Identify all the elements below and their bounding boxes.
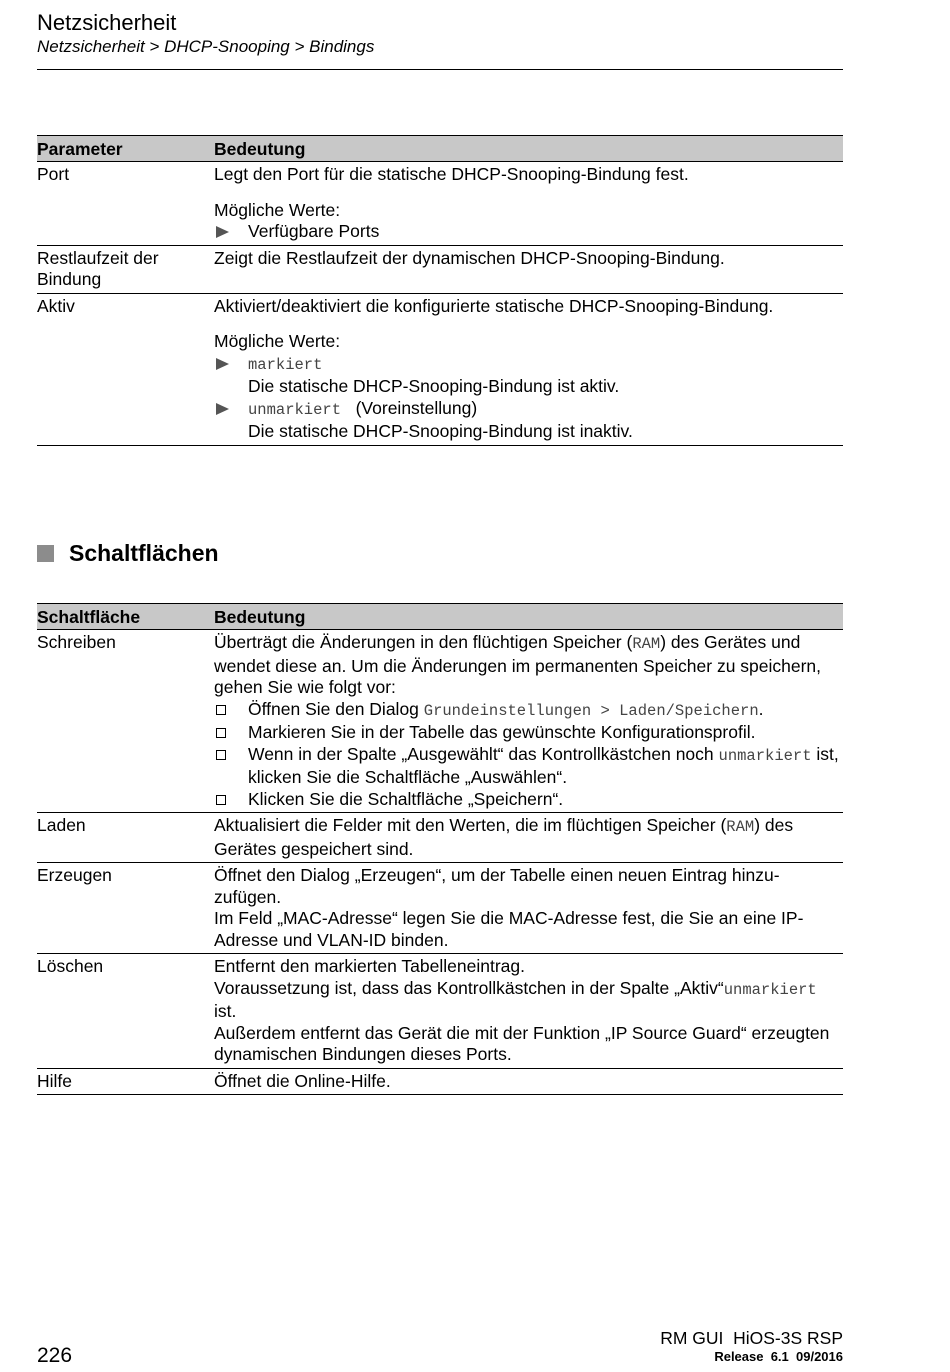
buttons-table	[37, 603, 843, 1095]
checkbox-bullet-icon	[216, 795, 226, 805]
footer-info	[660, 1328, 843, 1365]
value-text: Verfügbare Ports	[248, 221, 380, 241]
section-title: Schaltflächen	[69, 539, 219, 566]
value-code: unmarkiert	[248, 400, 342, 419]
table-row	[37, 630, 843, 813]
parameter-table	[37, 135, 843, 446]
button-desc-text: Überträgt die Änderungen in den flüchtigen Speicher (RAM) des Gerätes und wendet diese an. Um die Änderungen im permanenten Speicher zu speichern, gehen Sie wie folgt vor:	[214, 632, 822, 697]
param-description	[214, 293, 843, 445]
column-header-button: Schaltfläche	[37, 604, 214, 630]
column-header-meaning: Bedeutung	[214, 604, 843, 630]
param-name: Restlaufzeit der Bindung	[37, 245, 214, 293]
table-row	[37, 245, 843, 293]
column-header-meaning: Bedeutung	[214, 136, 843, 162]
checkbox-bullet-icon	[216, 705, 226, 715]
section-square-icon	[37, 545, 54, 562]
checkbox-bullet-icon	[216, 728, 226, 738]
table-header-row	[37, 136, 843, 162]
breadcrumb: Netzsicherheit > DHCP-Snooping > Bindings	[37, 37, 375, 56]
button-description	[214, 863, 843, 954]
bullet-triangle-icon	[216, 358, 229, 370]
table-row	[37, 954, 843, 1069]
section-heading	[37, 538, 219, 568]
list-item: Markieren Sie in der Tabelle das gewünschte Konfigurationsprofil.	[214, 722, 843, 744]
list-item: Klicken Sie die Schaltfläche „Speichern“.	[214, 789, 843, 811]
button-name: Schreiben	[37, 630, 214, 813]
list-item: Wenn in der Spalte „Ausgewählt“ das Kontrollkästchen noch unmarkiert ist, klicken Sie die Schaltfläche „Auswählen“.	[214, 744, 843, 789]
table-row	[37, 162, 843, 246]
checkbox-bullet-icon	[216, 750, 226, 760]
button-name: Löschen	[37, 954, 214, 1069]
param-name: Port	[37, 162, 214, 246]
bullet-triangle-icon	[216, 403, 229, 415]
param-desc-text: Aktiviert/deaktiviert die konfigurierte statische DHCP-Snooping-Bindung.	[214, 295, 774, 316]
param-description	[214, 162, 843, 246]
button-description: Öffnet die Online-Hilfe.	[214, 1068, 843, 1095]
table-row	[37, 293, 843, 445]
value-desc: Die statische DHCP-Snooping-Bindung ist aktiv.	[248, 376, 620, 396]
button-desc-text: Außerdem entfernt das Gerät die mit der Funktion „IP Source Guard“ erzeugten dynamischen Bindungen dieses Ports.	[214, 1022, 830, 1064]
button-desc-text: Aktualisiert die Felder mit den Werten, die im flüchtigen Speicher (RAM) des Gerätes gespeichert sind.	[214, 815, 794, 859]
table-row	[37, 1068, 843, 1095]
value-note: (Voreinstellung)	[355, 397, 478, 418]
value-code: markiert	[248, 355, 323, 374]
table-header-row	[37, 604, 843, 630]
param-desc-text: Legt den Port für die statische DHCP-Snooping-Bindung fest.	[214, 164, 689, 184]
button-name: Hilfe	[37, 1068, 214, 1095]
button-description	[214, 630, 843, 813]
table-row	[37, 813, 843, 863]
button-description	[214, 954, 843, 1069]
column-header-parameter: Parameter	[37, 136, 214, 162]
bullet-triangle-icon	[216, 226, 229, 238]
button-desc-text: Im Feld „MAC-Adresse“ legen Sie die MAC-Adresse fest, die Sie an eine IP-Adresse und VLAN-ID binden.	[214, 908, 804, 950]
list-item	[214, 221, 843, 243]
button-desc-text: Voraussetzung ist, dass das Kontrollkästchen in der Spalte „Aktiv“unmarkiert ist.	[214, 977, 817, 1021]
page-number: 226	[37, 1344, 73, 1367]
page-header	[37, 10, 843, 58]
button-desc-text: Öffnet den Dialog „Erzeugen“, um der Tabelle einen neuen Eintrag hinzu-zufügen.	[214, 865, 780, 907]
button-name: Erzeugen	[37, 863, 214, 954]
list-item	[214, 398, 843, 443]
document-title: RM GUI HiOS-3S RSP	[660, 1328, 843, 1348]
table-row	[37, 863, 843, 954]
value-desc: Die statische DHCP-Snooping-Bindung ist inaktiv.	[248, 421, 633, 441]
param-description: Zeigt die Restlaufzeit der dynamischen DHCP-Snooping-Bindung.	[214, 245, 843, 293]
button-description	[214, 813, 843, 863]
values-label: Mögliche Werte:	[214, 331, 341, 351]
header-divider	[37, 69, 843, 70]
param-name: Aktiv	[37, 293, 214, 445]
chapter-title: Netzsicherheit	[37, 10, 177, 35]
release-info: Release 6.1 09/2016	[714, 1349, 843, 1364]
button-name: Laden	[37, 813, 214, 863]
list-item	[214, 353, 843, 398]
list-item: Öffnen Sie den Dialog Grundeinstellungen > Laden/Speichern.	[214, 699, 843, 723]
values-label: Mögliche Werte:	[214, 199, 341, 220]
button-desc-text: Entfernt den markierten Tabelleneintrag.	[214, 956, 525, 976]
